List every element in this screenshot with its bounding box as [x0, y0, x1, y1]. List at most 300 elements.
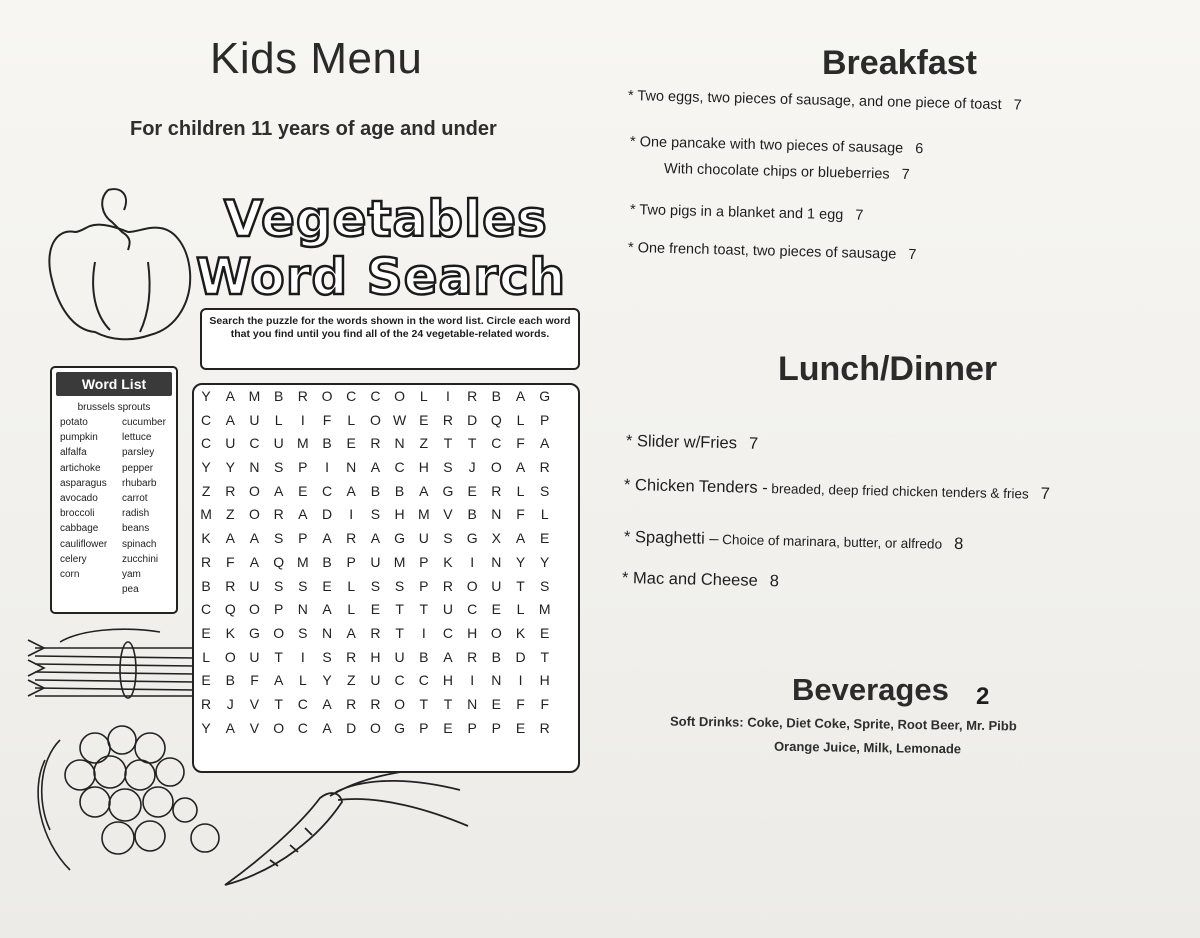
- breakfast-item-text: With chocolate chips or blueberries: [663, 161, 890, 183]
- grid-letter: V: [249, 695, 260, 712]
- grid-letter: M: [297, 435, 309, 452]
- grid-letter: U: [225, 435, 236, 452]
- lunch-item-price: 7: [748, 434, 759, 453]
- grid-letter: L: [347, 577, 356, 594]
- grid-letter: J: [226, 695, 234, 712]
- breakfast-item-text: * Two eggs, two pieces of sausage, and one piece of toast: [627, 88, 1002, 114]
- grid-letter: S: [273, 530, 284, 547]
- word-list-item: alfalfa: [60, 447, 87, 459]
- grid-letter: Y: [515, 553, 526, 570]
- grid-letter: T: [274, 695, 283, 712]
- grid-letter: E: [298, 482, 308, 499]
- grid-letter: R: [442, 411, 454, 428]
- grid-row: [194, 527, 578, 551]
- grid-letter: N: [249, 459, 260, 476]
- grid-letter: M: [248, 388, 261, 404]
- grid-letter: P: [346, 553, 356, 570]
- grid-letter: I: [300, 411, 305, 428]
- grid-letter: R: [201, 553, 212, 570]
- word-list-item: radish: [122, 508, 150, 520]
- grid-letter: E: [540, 624, 550, 641]
- grid-letter: S: [394, 577, 405, 594]
- grid-letter: N: [467, 695, 478, 712]
- grid-letter: B: [419, 648, 429, 665]
- grid-letter: R: [297, 388, 308, 404]
- grid-row: [194, 385, 578, 409]
- grid-letter: R: [467, 648, 478, 665]
- grid-letter: O: [249, 601, 260, 618]
- word-list-title: Word List: [56, 372, 172, 396]
- grid-letter: I: [300, 648, 305, 665]
- grid-letter: E: [491, 601, 502, 618]
- grid-letter: F: [226, 553, 235, 570]
- grid-letter: A: [370, 530, 381, 547]
- grid-row: [194, 480, 578, 504]
- grid-letter: R: [201, 695, 212, 712]
- grid-letter: B: [322, 553, 332, 570]
- grid-letter: B: [273, 388, 284, 404]
- grid-letter: F: [516, 435, 525, 452]
- word-list-item: celery: [60, 553, 87, 565]
- grid-letter: N: [491, 672, 502, 689]
- grid-letter: T: [540, 648, 549, 665]
- grid-letter: C: [297, 719, 308, 736]
- grid-letter: C: [491, 435, 502, 452]
- grid-letter: U: [442, 601, 454, 618]
- word-list-item: broccoli: [60, 508, 95, 520]
- pepper-icon: [49, 189, 190, 339]
- breakfast-item-text: * One french toast, two pieces of sausage: [627, 240, 897, 263]
- beverages-other: Orange Juice, Milk, Lemonade: [773, 738, 962, 757]
- grid-letter: L: [298, 672, 307, 689]
- grid-letter: E: [370, 601, 381, 618]
- grid-letter: S: [298, 577, 308, 594]
- grid-letter: E: [419, 411, 429, 428]
- grid-letter: G: [249, 624, 260, 641]
- grid-letter: I: [421, 624, 426, 641]
- grid-letter: S: [370, 506, 381, 523]
- grid-letter: U: [370, 553, 381, 570]
- grid-letter: A: [249, 530, 260, 547]
- grid-letter: B: [322, 435, 332, 452]
- grid-letter: C: [201, 411, 212, 428]
- word-list-body: [52, 400, 176, 596]
- grid-letter: I: [325, 459, 329, 476]
- grid-letter: M: [297, 553, 309, 570]
- grid-letter: C: [418, 672, 429, 689]
- grid-letter: A: [515, 459, 526, 476]
- grid-row: [194, 622, 578, 646]
- grid-letter: K: [515, 624, 526, 641]
- grid-letter: T: [419, 695, 429, 712]
- word-list-item: rhubarb: [122, 477, 157, 489]
- grid-letter: N: [394, 435, 405, 452]
- grid-letter: Y: [201, 459, 211, 476]
- grid-letter: N: [321, 624, 333, 641]
- grid-letter: E: [201, 672, 211, 689]
- grid-letter: Y: [540, 553, 550, 570]
- grid-letter: A: [273, 672, 284, 689]
- grid-letter: Y: [201, 388, 211, 404]
- breakfast-item-price: 7: [855, 207, 864, 224]
- grid-letter: M: [417, 506, 430, 523]
- grid-letter: L: [202, 648, 210, 665]
- grid-letter: E: [467, 482, 477, 499]
- grid-letter: T: [395, 624, 404, 641]
- grid-letter: O: [249, 482, 260, 499]
- grid-letter: S: [443, 459, 453, 476]
- word-list-item: carrot: [122, 493, 148, 504]
- grid-letter: S: [273, 577, 284, 594]
- grid-letter: A: [225, 388, 235, 404]
- grid-letter: R: [442, 577, 454, 594]
- word-list-box: [50, 366, 178, 614]
- grid-letter: T: [516, 577, 525, 594]
- word-list-item: spinach: [122, 538, 157, 550]
- grid-letter: L: [540, 506, 549, 523]
- beverages-soft-drinks: Soft Drinks: Coke, Diet Coke, Sprite, Root Beer, Mr. Pibb: [669, 713, 1017, 734]
- grid-letter: R: [539, 459, 550, 476]
- word-list-item: cucumber: [122, 417, 166, 428]
- grid-row: [194, 646, 578, 670]
- grid-letter: U: [249, 648, 260, 665]
- kids-menu-subtitle: For children 11 years of age and under: [130, 118, 497, 140]
- grid-letter: C: [249, 435, 260, 452]
- grid-letter: A: [419, 482, 429, 499]
- grid-letter: V: [443, 506, 453, 523]
- grid-letter: G: [466, 530, 478, 547]
- word-search-title-line2: Word Search: [196, 248, 567, 306]
- grid-letter: L: [419, 388, 428, 404]
- grid-row: [194, 456, 578, 480]
- word-list-item: cauliflower: [60, 538, 108, 550]
- grid-letter: P: [419, 553, 429, 570]
- grid-letter: D: [515, 648, 526, 665]
- lunch-item-desc: Choice of marinara, butter, or alfredo: [718, 531, 943, 552]
- grid-letter: I: [518, 672, 523, 689]
- grid-letter: W: [392, 411, 407, 428]
- breakfast-item-price: 7: [908, 246, 917, 264]
- grid-letter: U: [273, 435, 284, 452]
- grid-letter: T: [443, 695, 453, 712]
- grid-letter: U: [394, 648, 405, 665]
- grid-row: [194, 409, 578, 433]
- grid-letter: H: [394, 506, 405, 523]
- asparagus-icon: [28, 629, 195, 698]
- lunch-item-price: 8: [769, 572, 780, 591]
- grid-letter: A: [346, 482, 356, 499]
- grid-letter: J: [468, 459, 476, 476]
- grid-letter: I: [446, 388, 450, 404]
- grid-letter: D: [346, 719, 357, 736]
- grid-letter: Y: [225, 459, 235, 476]
- carrot-icon: [225, 768, 468, 885]
- grid-letter: E: [201, 624, 211, 641]
- grid-letter: O: [249, 506, 260, 523]
- grid-letter: R: [370, 435, 381, 452]
- word-list-item: pepper: [122, 462, 154, 474]
- grid-letter: O: [394, 695, 406, 712]
- grid-letter: U: [249, 411, 260, 428]
- grid-letter: S: [298, 624, 308, 641]
- grid-row: [194, 693, 578, 717]
- grid-letter: P: [467, 719, 477, 736]
- grid-letter: L: [516, 482, 525, 499]
- grid-letter: Q: [490, 411, 502, 428]
- grid-letter: H: [418, 459, 429, 476]
- grid-letter: O: [224, 648, 236, 665]
- grid-letter: Q: [273, 553, 285, 570]
- grid-letter: M: [200, 506, 212, 523]
- word-list-item: asparagus: [60, 477, 107, 489]
- grid-letter: S: [443, 530, 453, 547]
- grid-letter: B: [491, 388, 502, 404]
- grid-letter: L: [274, 411, 283, 428]
- grid-letter: F: [516, 695, 525, 712]
- grid-letter: L: [516, 411, 525, 428]
- grid-letter: D: [467, 411, 478, 428]
- grid-letter: A: [225, 411, 235, 428]
- breakfast-item-text: * One pancake with two pieces of sausage: [629, 134, 904, 157]
- grid-letter: A: [273, 482, 284, 499]
- grid-letter: C: [346, 388, 357, 404]
- grid-letter: N: [491, 506, 502, 523]
- grid-letter: E: [491, 695, 502, 712]
- grid-row: [194, 598, 578, 622]
- grid-letter: O: [466, 577, 478, 594]
- grid-letter: C: [201, 601, 212, 618]
- grid-letter: A: [370, 459, 381, 476]
- grid-letter: Q: [224, 601, 236, 618]
- lunch-item: [622, 569, 779, 591]
- grid-letter: D: [321, 506, 333, 523]
- grid-letter: G: [442, 482, 454, 499]
- grid-letter: R: [225, 482, 236, 499]
- grid-letter: S: [322, 648, 332, 665]
- grid-letter: F: [516, 506, 525, 523]
- grid-letter: A: [443, 648, 453, 665]
- grid-letter: R: [346, 530, 357, 547]
- grid-row: [194, 551, 578, 575]
- word-list-item: parsley: [122, 447, 155, 459]
- grid-letter: R: [539, 719, 550, 736]
- grid-letter: Z: [346, 672, 356, 689]
- grid-letter: P: [298, 459, 308, 476]
- grid-letter: B: [394, 482, 405, 499]
- grid-letter: H: [370, 648, 381, 665]
- grid-letter: R: [346, 648, 357, 665]
- grid-row: [194, 575, 578, 599]
- grid-letter: B: [467, 506, 477, 523]
- breakfast-item-price: 7: [1013, 97, 1022, 114]
- grid-letter: N: [491, 553, 502, 570]
- grid-letter: A: [298, 506, 308, 523]
- grid-letter: Y: [201, 719, 211, 736]
- word-list-item: pumpkin: [60, 432, 98, 444]
- grid-letter: C: [321, 482, 333, 499]
- grid-letter: A: [515, 530, 526, 547]
- grid-letter: I: [470, 672, 475, 689]
- grid-letter: B: [201, 577, 211, 594]
- word-list-item: avocado: [60, 493, 98, 504]
- grid-letter: T: [395, 601, 404, 618]
- lunch-item-name: * Slider w/Fries: [625, 432, 738, 453]
- grid-letter: C: [442, 624, 454, 641]
- lunch-item-name: * Chicken Tenders -: [623, 476, 768, 498]
- grid-letter: L: [347, 601, 356, 618]
- grid-letter: P: [273, 601, 284, 618]
- lunch-item-name: * Mac and Cheese: [621, 569, 758, 590]
- word-list-item: brussels sprouts: [77, 402, 151, 413]
- grid-letter: C: [201, 435, 212, 452]
- grid-letter: O: [369, 411, 381, 428]
- grid-letter: S: [273, 459, 284, 476]
- grid-letter: R: [273, 506, 284, 523]
- word-list-item: corn: [60, 569, 80, 580]
- word-list-item: yam: [122, 569, 141, 580]
- grid-letter: B: [491, 648, 502, 665]
- grid-letter: U: [418, 530, 429, 547]
- grid-row: [194, 432, 578, 456]
- grid-row: [194, 503, 578, 527]
- word-search-instructions: Search the puzzle for the words shown in the word list. Circle each word that you find until you find all of the 24 vegetable-related words.: [200, 308, 580, 370]
- grid-letter: A: [515, 388, 526, 404]
- grid-letter: A: [540, 435, 550, 452]
- grid-letter: S: [370, 577, 381, 594]
- grid-letter: V: [249, 719, 260, 736]
- grid-letter: F: [540, 695, 549, 712]
- grid-letter: A: [346, 624, 356, 641]
- grid-letter: R: [467, 388, 478, 404]
- word-list-item: cabbage: [60, 523, 99, 535]
- grid-letter: E: [515, 719, 526, 736]
- grid-letter: N: [297, 601, 308, 618]
- word-search-grid: [192, 383, 580, 773]
- grid-letter: K: [201, 530, 211, 547]
- grid-letter: A: [225, 530, 235, 547]
- grid-letter: T: [443, 435, 453, 452]
- grid-letter: S: [540, 482, 550, 499]
- grid-letter: R: [491, 482, 502, 499]
- grid-letter: G: [394, 530, 406, 547]
- grid-letter: R: [225, 577, 236, 594]
- grid-letter: R: [370, 624, 381, 641]
- grid-letter: A: [249, 553, 260, 570]
- grid-letter: P: [419, 577, 429, 594]
- grid-letter: N: [346, 459, 357, 476]
- grid-letter: F: [250, 672, 259, 689]
- grid-letter: U: [249, 577, 260, 594]
- grid-letter: O: [273, 719, 285, 736]
- grid-letter: F: [322, 411, 332, 428]
- beverages-price: 2: [976, 683, 990, 710]
- grid-letter: S: [540, 577, 550, 594]
- lunch-item: [626, 432, 759, 454]
- word-list-item: lettuce: [122, 432, 152, 444]
- grid-letter: C: [394, 672, 405, 689]
- breakfast-title: Breakfast: [822, 44, 977, 82]
- grid-letter: Y: [322, 672, 332, 689]
- grid-letter: I: [470, 553, 475, 570]
- grid-letter: Z: [226, 506, 235, 523]
- grid-letter: U: [491, 577, 502, 594]
- grid-row: [194, 717, 578, 741]
- grid-letter: B: [370, 482, 381, 499]
- lunch-item-name: * Spaghetti –: [623, 528, 719, 548]
- grid-letter: O: [369, 719, 381, 736]
- grid-letter: T: [419, 601, 429, 618]
- grid-letter: T: [467, 435, 477, 452]
- grid-row: [194, 669, 578, 693]
- word-list-item: artichoke: [60, 462, 101, 474]
- grid-letter: C: [394, 459, 405, 476]
- grid-letter: E: [540, 530, 550, 547]
- lunch-item-desc: breaded, deep fried chicken tenders & fries: [767, 481, 1029, 502]
- grid-letter: O: [273, 624, 285, 641]
- grid-letter: R: [370, 695, 381, 712]
- grid-letter: H: [539, 672, 550, 689]
- word-search-title-line1: Vegetables: [224, 190, 548, 248]
- grid-letter: Z: [419, 435, 429, 452]
- grid-letter: C: [467, 601, 478, 618]
- grid-letter: H: [467, 624, 478, 641]
- grid-letter: H: [442, 672, 454, 689]
- grid-letter: O: [490, 624, 502, 641]
- beverages-title: Beverages: [792, 672, 949, 707]
- grid-letter: P: [298, 530, 308, 547]
- grid-letter: E: [443, 719, 453, 736]
- breakfast-item-price: 6: [914, 140, 924, 158]
- grid-letter: K: [225, 624, 235, 641]
- grid-letter: E: [346, 435, 356, 452]
- grid-letter: A: [322, 695, 332, 712]
- grid-letter: T: [274, 648, 283, 665]
- grid-letter: O: [394, 388, 406, 404]
- kids-menu-title: Kids Menu: [210, 34, 423, 83]
- breakfast-item-price: 7: [901, 166, 910, 184]
- grid-letter: P: [491, 719, 502, 736]
- word-list-item: pea: [122, 584, 139, 596]
- grid-letter: K: [443, 553, 453, 570]
- grid-letter: M: [538, 601, 551, 618]
- grid-letter: A: [322, 530, 332, 547]
- grid-letter: Z: [201, 482, 211, 499]
- word-list-item: zucchini: [122, 553, 159, 565]
- grid-letter: L: [516, 601, 525, 618]
- grid-letter: U: [370, 672, 381, 689]
- word-list-item: potato: [60, 417, 88, 428]
- grid-letter: M: [393, 553, 406, 570]
- grid-letter: O: [321, 388, 333, 404]
- grid-letter: P: [540, 411, 550, 428]
- breakfast-item-text: * Two pigs in a blanket and 1 egg: [629, 202, 844, 224]
- word-list-item: beans: [122, 523, 150, 535]
- grid-letter: C: [370, 388, 381, 404]
- grid-letter: G: [539, 388, 551, 404]
- grid-letter: O: [490, 459, 502, 476]
- grid-letter: A: [322, 601, 332, 618]
- grid-letter: A: [225, 719, 235, 736]
- grid-letter: G: [394, 719, 406, 736]
- grid-letter: E: [322, 577, 332, 594]
- grid-letter: A: [322, 719, 332, 736]
- grid-letter: C: [297, 695, 308, 712]
- grid-letter: R: [346, 695, 357, 712]
- lunch-dinner-title: Lunch/Dinner: [778, 350, 998, 388]
- grid-letter: X: [491, 530, 502, 547]
- grid-letter: B: [225, 672, 235, 689]
- grid-letter: I: [349, 506, 354, 523]
